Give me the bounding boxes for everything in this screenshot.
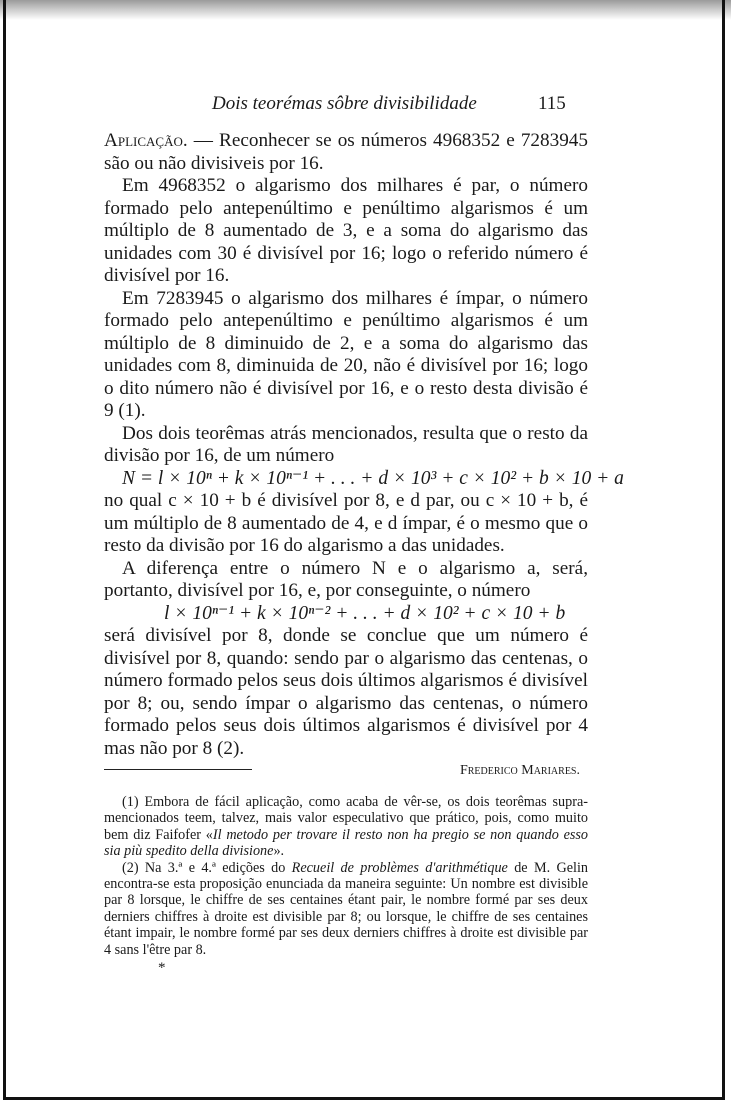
page-number: 115 (538, 93, 566, 114)
running-title: Dois teorémas sôbre divisibilidade (212, 93, 477, 114)
end-ornament: * (158, 960, 166, 976)
author-signature: Frederico Mariares. (459, 763, 580, 778)
footnote-2-rest: de M. Gelin encontra-se esta proposição enunciada da maneira seguinte: Un nombre est divisible par 8 lorsque, le chiffre de ses centaines étant pair, le nombre formé par ses deux derniers chiffres à droite est divisible par 8; ou lorsque, le chiffre de ses centaines étant impair, le nombre formé par ses deux derniers chiffres à droite est divisible par 4 sans l'être par 8. (104, 859, 588, 958)
footnote-1-end: ». (273, 843, 285, 860)
paragraph-example-1: Em 4968352 o algarismo dos milhares é par, o número formado pelo antepenúltimo e penúltimo algarismos é um múltiplo de 8 aumentado de 3, e a soma do algarismo das unidades com 30 é divisível por 16; logo o referido número é divisível por 16. (104, 175, 588, 286)
paragraph-consequence: Dos dois teorêmas atrás mencionados, resulta que o resto da divisão por 16, de um número (104, 422, 588, 466)
footnotes (104, 794, 588, 958)
formula-number-n: N = l × 10ⁿ + k × 10ⁿ⁻¹ + . . . + d × 10³ + c × 10² + b × 10 + a (122, 467, 624, 489)
footnote-1 (104, 794, 588, 860)
footnote-1-quote: Il metodo per trovare il resto non ha pregio se non quando esso sia più spedito della divisione (104, 826, 589, 860)
application-label: Aplicação. (104, 130, 188, 151)
page-header (0, 93, 731, 119)
paragraph-difference: A diferença entre o número N e o algarismo a, será, portanto, divisível por 16, e, por conseguinte, o número (104, 557, 588, 601)
paragraph-conclusion: será divisível por 8, donde se conclue que um número é divisível por 8, quando: sendo par o algarismo das centenas, o número formado pelos seus dois últimos algarismos é divisível por 8; ou, sendo ímpar o algarismo das centenas, o número formado pelos seus dois últimos algarismos é divisível por 4 mas não por 8 (2). (104, 625, 588, 759)
paragraph-condition: no qual c × 10 + b é divisível por 8, e d par, ou c × 10 + b, é um múltiplo de 8 aumentado de 4, e d ímpar, é o mesmo que o resto da divisão por 16 do algarismo a das unidades. (104, 490, 588, 556)
paragraph-application (104, 130, 588, 175)
paragraph-example-2: Em 7283945 o algarismo dos milhares é ímpar, o número formado pelo antepenúltimo e penúltimo algarismos é um múltiplo de 8 diminuido de 2, e a soma do algarismo das unidades com 8, diminuida de 20, não é divisível por 16; logo o dito número não é divisível por 16, e o resto desta divisão é 9 (1). (104, 287, 588, 421)
footnote-1-text: (1) Embora de fácil aplicação, como acaba de vêr-se, os dois teorêmas supra-mencionados teem, talvez, mais valor especulativo que prático, pois, como muito bem diz Faifofer « (104, 794, 588, 843)
footnote-2-text: (2) Na 3.ª e 4.ª edições do (122, 859, 292, 876)
footnote-divider (104, 769, 252, 770)
main-text (104, 130, 624, 783)
formula-quotient: l × 10ⁿ⁻¹ + k × 10ⁿ⁻² + . . . + d × 10² + c × 10 + b (164, 602, 566, 624)
footnote-2 (104, 860, 588, 958)
application-text: — Reconhecer se os números 4968352 e 7283945 são ou não divisiveis por 16. (104, 130, 588, 174)
footnote-2-book-title: Recueil de problèmes d'arithmétique (291, 859, 508, 876)
